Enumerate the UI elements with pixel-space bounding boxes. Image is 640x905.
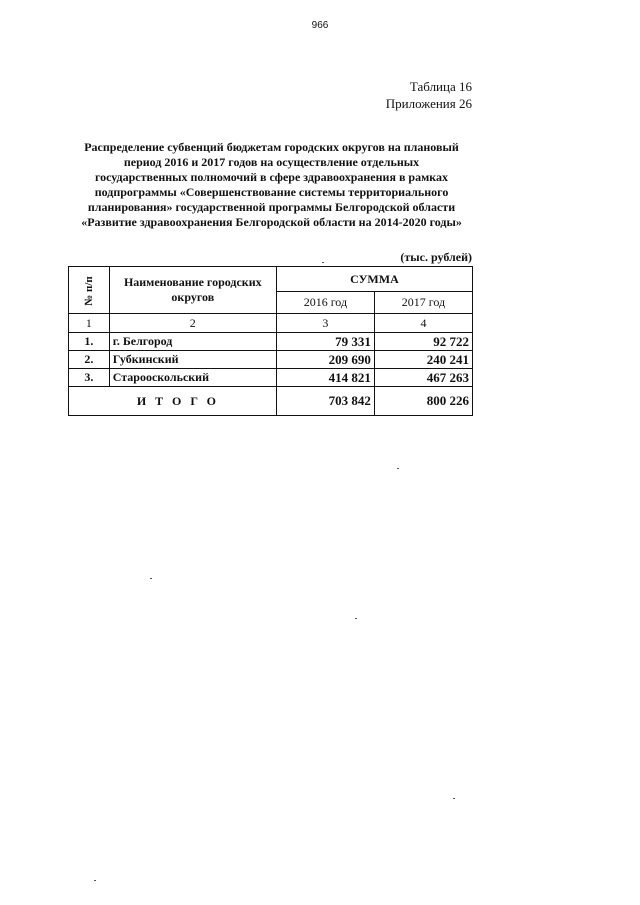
table-row [69,351,473,369]
scan-speck [453,798,455,799]
total-value-2017: 800 226 [374,387,472,416]
row-number: 2. [69,351,110,369]
scan-speck [397,468,399,469]
scan-speck [94,880,96,881]
row-name: Губкинский [109,351,276,369]
column-index-row [69,314,473,333]
subsidy-table [68,266,473,416]
total-row [69,387,473,416]
row-value-2016: 79 331 [276,333,374,351]
title-line: Распределение субвенций бюджетам городских округов на плановый [84,140,459,154]
column-index: 2 [109,314,276,333]
row-number: 3. [69,369,110,387]
header-name: Наименование городских округов [109,267,276,314]
title-line: «Развитие здравоохранения Белгородской области на 2014-2020 годы» [81,215,462,229]
column-index: 3 [276,314,374,333]
row-name: Старооскольский [109,369,276,387]
row-value-2017: 240 241 [374,351,472,369]
row-value-2016: 414 821 [276,369,374,387]
header-number: № п/п [82,275,95,306]
title-line: планирования» государственной программы Белгородской области [87,200,456,214]
header-year-2017: 2017 год [374,292,472,314]
title-line: подпрограммы «Совершенствование системы территориального [94,185,449,199]
scan-speck [355,618,357,619]
page-number: 966 [311,20,329,31]
table-number: Таблица 16 [409,79,472,94]
column-index: 4 [374,314,472,333]
title-line: государственных полномочий в сфере здравоохранения в рамках [94,170,449,184]
title-line: период 2016 и 2017 годов на осуществление отдельных [123,155,420,169]
row-name: г. Белгород [109,333,276,351]
header-row [69,267,473,292]
row-value-2016: 209 690 [276,351,374,369]
row-number: 1. [69,333,110,351]
row-value-2017: 467 263 [374,369,472,387]
column-index: 1 [69,314,110,333]
table-row [69,333,473,351]
header-sum: СУММА [276,267,472,292]
document-title [70,140,473,230]
units-label: (тыс. рублей) [400,250,472,264]
table-reference [386,78,472,112]
header-number-cell [69,267,110,314]
total-label: ИТОГО [69,387,277,416]
row-value-2017: 92 722 [374,333,472,351]
table-row [69,369,473,387]
appendix-number: Приложения 26 [385,96,472,111]
total-value-2016: 703 842 [276,387,374,416]
scan-speck [150,578,152,579]
header-year-2016: 2016 год [276,292,374,314]
scan-speck [322,262,324,263]
